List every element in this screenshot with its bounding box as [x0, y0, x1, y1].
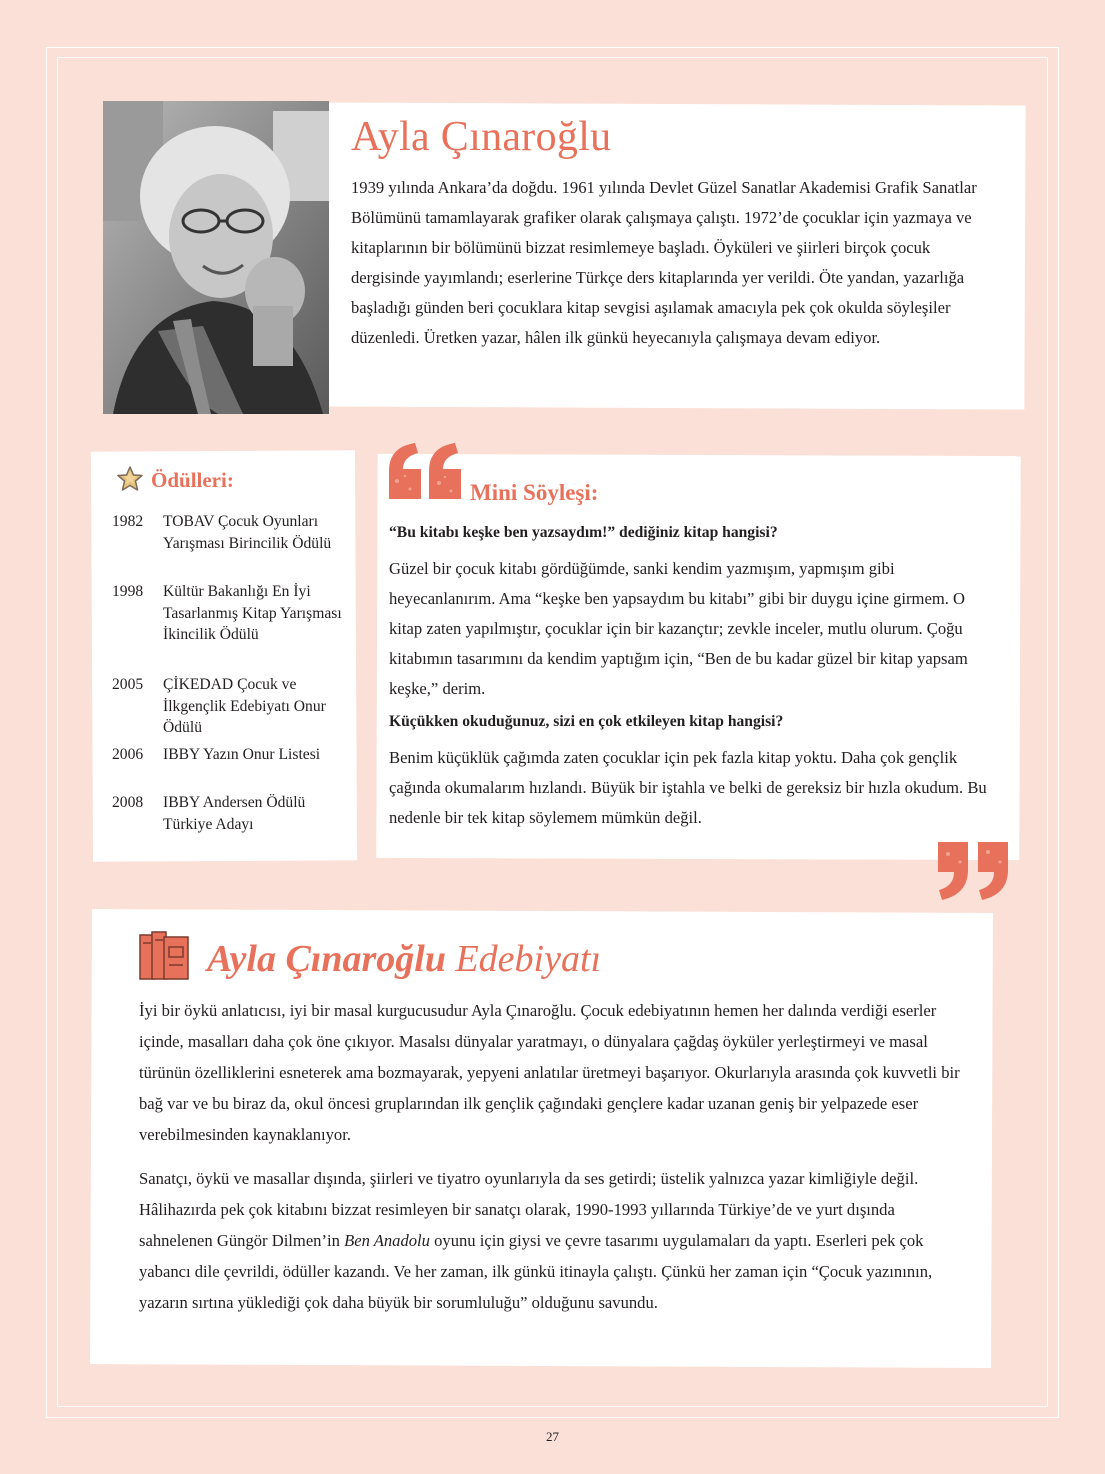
award-title: IBBY Andersen Ödülü Türkiye Adayı: [163, 794, 306, 833]
literature-paragraph-2-a: Sanatçı, öykü ve masallar dışında, şiirleri ve tiyatro oyunlarıyla da ses getirdi; üstelik yalnızca yazar kimliğiyle değil. Hâlihazırda pek çok kitabını bizzat resimleyen bir sanatçı olarak, 1990-1993 yıllarında Türkiye’de ve yurt dışında sahnelenen Güngör Dilmen’in: [139, 1169, 919, 1250]
award-title: IBBY Yazın Onur Listesi: [163, 746, 321, 763]
award-year: 2008: [112, 794, 144, 811]
books-icon: [138, 929, 192, 981]
literature-heading-name: Ayla Çınaroğlu: [207, 938, 446, 980]
award-item: [112, 511, 342, 554]
award-year: 1982: [112, 513, 144, 530]
award-title: TOBAV Çocuk Oyunları Yarışması Birincilik Ödülü: [163, 513, 332, 552]
award-title: Kültür Bakanlığı En İyi Tasarlanmış Kitap Yarışması İkincilik Ödülü: [163, 583, 342, 643]
play-title: Ben Anadolu: [344, 1231, 430, 1250]
interview-answer-1: Güzel bir çocuk kitabı gördüğümde, sanki kendim yazmışım, yapmışım gibi heyecanlanırım. Ama “keşke ben yapsaydım bu kitabı” gibi bir duygu içine girmem. O kitap zaten yapılmıştır, çocuklar için bir kazançtır; zevkle inceler, mutlu olurum. Çoğu kitabımın tasarımını da kendim yaptığım için, “Ben de bu kadar güzel bir kitap yapsam keşke,” derim.: [389, 559, 968, 698]
close-quote-icon: [934, 840, 1016, 902]
author-name: Ayla Çınaroğlu: [351, 114, 612, 160]
award-item: [112, 581, 342, 646]
page-number: 27: [546, 1429, 559, 1444]
literature-paragraph-2: [139, 1163, 969, 1318]
literature-heading: [207, 937, 601, 981]
award-title: ÇİKEDAD Çocuk ve İlkgençlik Edebiyatı Onur Ödülü: [163, 676, 326, 736]
star-icon: [116, 465, 144, 493]
interview-answer-2: Benim küçüklük çağımda zaten çocuklar için pek fazla kitap yoktu. Daha çok gençlik çağında okumalarım hızlandı. Büyük bir iştahla ve belki de gereksiz bir hızla okudum. Bu nedenle bir tek kitap söylemem mümkün değil.: [389, 748, 987, 827]
award-year: 2005: [112, 676, 144, 693]
interview-question-2: Küçükken okuduğunuz, sizi en çok etkileyen kitap hangisi?: [389, 713, 784, 730]
award-item: [112, 792, 342, 835]
open-quote-icon: [385, 441, 467, 501]
bio-text: 1939 yılında Ankara’da doğdu. 1961 yılında Devlet Güzel Sanatlar Akademisi Grafik Sanatlar Bölümünü tamamlayarak grafiker olarak çalışmaya çalıştı. 1972’de çocuklar için yazmaya ve kitaplarının bir bölümünü bizzat resimlemeye başladı. Öyküleri ve şiirleri birçok çocuk dergisinde yayımlandı; eserlerine Türkçe ders kitaplarında yer verildi. Öte yandan, yazarlığa başladığı günden beri çocuklara kitap sevgisi aşılamak amacıyla pek çok okulda söyleşiler düzenledi. Üretken yazar, hâlen ilk günkü heyecanıyla çalışmaya devam ediyor.: [351, 178, 977, 347]
interview-question-1: “Bu kitabı keşke ben yazsaydım!” dediğiniz kitap hangisi?: [389, 524, 778, 541]
literature-paragraph-2-b: oyunu için giysi ve çevre tasarımı uygulamaları da yaptı. Eserleri pek çok yabancı dile çevrildi, ödüller kazandı. Ve her zaman, ilk günkü itinayla çalıştı. Çünkü her zaman için “Çocuk yazınının, yazarın sırtına yüklediği çok daha büyük bir sorumluluğu” olduğunu savundu.: [139, 1231, 933, 1312]
interview-title: Mini Söyleşi:: [470, 480, 599, 505]
literature-paragraph-1: İyi bir öykü anlatıcısı, iyi bir masal kurgucusudur Ayla Çınaroğlu. Çocuk edebiyatının hemen her dalında verdiği eserler içinde, masalları daha çok öne çıkıyor. Masalsı dünyalar yaratmayı, o dünyalara çağdaş öyküler yerleştirmeyi ve masal türünün özelliklerini esneterek ama bozmayarak, yepyeni anlatılar üretmeyi başarıyor. Okurlarıyla arasında çok kuvvetli bir bağ var ve bu biraz da, okul öncesi gruplarından ilk gençlik çağındaki gençlere kadar uzanan geniş bir yelpazede eser verebilmesinden kaynaklanıyor.: [139, 1001, 960, 1144]
awards-title: Ödülleri:: [151, 468, 234, 492]
literature-heading-rest: Edebiyatı: [445, 938, 602, 980]
award-item: [112, 674, 342, 739]
award-year: 1998: [112, 583, 144, 600]
award-year: 2006: [112, 746, 144, 763]
author-photo: [103, 101, 329, 414]
award-item: [112, 744, 342, 766]
